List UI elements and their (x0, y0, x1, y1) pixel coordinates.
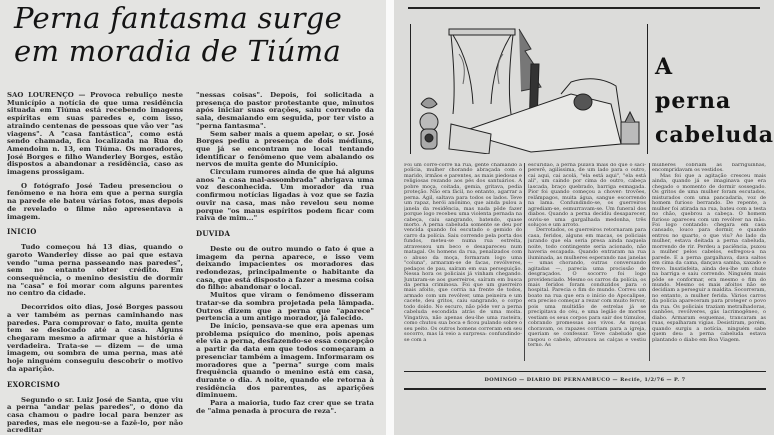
article-column (196, 92, 374, 435)
column-rule (649, 163, 650, 361)
paragraph: SAO LOURENÇO — Provoca rebuliço neste Município a notícia de que uma residência situada em Tiúma está recebendo imagens espíritas em suas paredes e, com isso, atraindo centenas de pessoas que vão ver "as viagens". A "casa fantástica", como está sendo chamada, fica localizada na Rua do Amendoim n. 13, em Tiúma. Os moradores, José Borges e filho Wanderley Borges, estão dispostos a abandonar a residência, caso as imagens prossigam. (7, 92, 183, 177)
article-column (652, 163, 766, 366)
paragraph: Foi um corre-corre na rua, gente chamando a polícia, mulher chorando abraçada com o marido, irmãos e parentes, as mais piedosas e religiosas rezando aos pés dos santuários. A pobre moça, coitada, gemia, gritava, pedia proteção. Não era fácil, no entanto, agarrar a perna. Ágil, saltava para todos os lados. Teve um rapaz, herói anônimo, que ainda pulou a janela da residência, mas nada pôde fazer porque logo recebeu uma violenta pernada na cabeça, caiu sangrando, batendo, quase morto. A perna cabeluda somente se deu por vencida quando foi escutado o gemido do carro da polícia. Saiu correndo pela porta dos fundos, meteu-se numa rua estreita, atravessou um beco e desapareceu num matagal. Os homens da rua, penalizados com o abuso da moça, formaram logo uma "coluna", armaram-se de facas, revólveres, pedaços de pau, saíram em sua perseguição. Nessa hora os policiais já vinham chegando. Juntaram-se aos guerreiros, saíram em busca da perna criminosa. Foi que um guerreiro mais afoito, que corria na frente de todos, armado com um revólver, uma peixeira e um cacete, deu gritos, caiu sangrando, o corpo todo doído. No escuro, não pôde ver a perna cabeluda escondida atrás de uma moita. Vingativa, não apenas deu-lhe uma rasteira, como chutou sua boca e ficou pulando sobre o seu peito. Os outros homens correram em seu socorro, mas lá veio a surpresa: confundindo-se com a (404, 163, 522, 343)
clipping-divider (386, 0, 394, 435)
footer-rule-bottom (404, 388, 766, 390)
paragraph: Deste ou de outro mundo o fato é que a imagem da perna aparece, e isso vem deixando impacientes os moradores das redondezas, principalmente o habitante da casa, que está disposto a fazer a mesma coisa do filho: abandonar o local. (196, 244, 374, 292)
footer-rule-top (404, 371, 766, 372)
paragraph: De início, pensava-se que era apenas um problema psíquico do menino, pois apenas ele via a perna, desfazendo-se essa concepção a partir da data em que todos começaram a presenciar também a imagem. Informaram os moradores que a "perna" surge com mais frequência quando o menino está em casa, durante o dia. A noite, quando ele retorna à residência dos parentes, as aparições diminuem. (196, 321, 374, 400)
paragraph: Para a maioria, tudo faz crer que se trata de "alma penada à procura de reza". (196, 399, 374, 415)
headline-perna-cabeluda (655, 50, 774, 152)
paragraph: Mas foi que a agitação cresceu mais ainda, quando já se imaginava que era chegado o momento de dormir sossegado. Os gritos de uma mulher foram escutados, misturados com uma pancadaria, voz de homem furioso berrando. De repente, a mulher foi atirada na rua, bateu com a testa no chão, quebrou a cabeça. O homem furioso apareceu com um revólver na mão. Foi logo contando: chegara em casa cansado, louco para dormir, e quando entrou no quarto, o que viu? Ao lado da mulher, estava deitada a perna cabeluda, morrendo de rir. Perdeu a paciência, puxou a mulher pelos cabelos, esfregou-a na parede. E a perna gargalhava, dava saltos em cima da cama, dançava samba, xaxado e frevo. Insatisfeita, ainda deu-lhe um chute na barriga e saiu correndo. Ninguém mais pôde se conformar, era mesmo o fim do mundo. Mesmo os mais afoitos não se decidiam a perseguir a maldita. Socorreram, no entanto, a mulher ferida. Vários carros da polícia apareceram para proteger o povo da rua. Os policiais traziam metralhadoras, canhões, revólveres, gás lacrimogêneo, o diabo. Armaram esquemas, trancaram as ruas, espalharam vigias. Desistiram, porém, quando surgiu a notícia, ninguém sabe quem deu: a perna cabeluda estava plantando o diabo em Boa Viagem. (652, 172, 766, 343)
paragraph: O fotógrafo José Tadeu presenciou o fenômeno e na hora em que a perna surgia na parede ele bateu várias fotos, mas depois de revelado o filme não apresentava a imagem. (7, 181, 183, 221)
paragraph: Decorridos oito dias, José Borges passou a ver também as pernas caminhando nas paredes. Para comprovar o fato, muita gente tem se deslocado até a casa. Alguns chegaram mesmo a afirmar que a história é verdadeira. Trata-se — dizem — de uma imagem, ou sombra de uma perna, mas até hoje ninguém conseguiu descobrir o motivo da aparição. (7, 303, 183, 373)
top-rule (408, 7, 760, 9)
paragraph: Segundo o sr. Luiz José de Santa, que viu a perna "andar pelas paredes", o dono da casa chamou o padre local para benzer as paredes, mas ele negou-se a fazê-lo, por não acreditar (7, 395, 183, 435)
article-column (7, 92, 183, 435)
section-heading: INICIO (7, 227, 37, 237)
right-clipping (394, 0, 774, 435)
paragraph: Derrotados, os guerreiros retornaram para casa, feridos, alguns em macas, os policiais jurando que ela seria presa ainda naquela noite, todo contingente seria acionado, não haveria escapada. Quando entraram na rua iluminada, as mulheres esperando nas janelas — umas chorando, outras conversando agitadas —, parecia uma procissão de desgraçados. O socorro foi logo providenciado. Mesmo os carros da polícia, os mais feridos foram conduzidos para o hospital. Parecia o fim do mundo. Correu um boato na rua que era o início do Apocalipse, era preciso começar a rezar com muito fervor, pois uma multidão de estrelas já se precipitava do céu, e uma legião de mortos vestiam os seus corpos para sair dos túmulos, cobrando promessas aos vivos. As moças choravam, os rapazes corriam para a igreja, queriam se confessar. Teve cabeludo que raspou o cabelo, afrouxou as calças e vestiu terno. As (528, 227, 646, 348)
column-rule (524, 163, 525, 361)
headline-line: A (655, 54, 674, 80)
section-heading: DUVIDA (196, 228, 231, 238)
article-column (528, 163, 646, 366)
headline-line: em moradia de Tiúma (14, 34, 342, 68)
headline-line: Perna fantasma surge (14, 1, 343, 35)
article-column (404, 163, 522, 366)
headline-line: perna (655, 88, 732, 114)
paragraph: "nessas coisas". Depois, foi solicitada a presença do pastor protestante que, minutos após iniciar suas orações, saiu correndo da sala, desmaiando em seguida, por ter visto a "perna fantasma". (196, 92, 374, 130)
headline-line: cabeluda (655, 122, 774, 148)
paragraph: Tudo começou há 13 dias, quando o garoto Wanderley disse ao pai que estava vendo "uma perna passeando nas paredes", sem no entanto obter crédito. Em consequência, o menino desistiu de dormir na "casa" e foi morar com alguns parentes no centro da cidade. (7, 243, 183, 298)
paragraph: Circulam rumores ainda de que há alguns anos "a casa mal-assombrada" abrigava uma voz desconhecida. Um morador da rua confirmou notícias ligadas à voz que se fazia ouvir na casa, mas não revelou seu nome porque "os maus espíritos podem ficar com raiva de mim..." (196, 168, 374, 223)
left-clipping (0, 0, 386, 435)
section-heading: EXORCISMO (7, 379, 61, 389)
bedroom-illustration (410, 24, 648, 154)
paragraph: Muitos que viram o fenômeno disseram tratar-se da sombra projetada pela lâmpada. Outros dizem que a perna que "aparece" pertencia a um antigo morador, já falecido. (196, 291, 374, 323)
paragraph: Sem saber mais a quem apelar, o sr. José Borges pediu a presença de dois médiuns, que já se encontram no local tentando identificar o fenômeno que vem abalando os nervos de muita gente do Município. (196, 129, 374, 169)
headline-perna-fantasma (14, 2, 342, 68)
page-footer: DOMINGO — DIARIO DE PERNAMBUCO — Recife, 1/2/76 — P. 7 (484, 377, 686, 383)
paragraph: escuridão, a perna pulava mais do que o saci-pererê, agilíssima, de um lado para o outro, cai aqui, cai acolá, "ela está aqui", "ela está ali", um caindo por cima do outro, cabeça lascada, braço quebrado, barriga esmagada. Pior foi quando começou a chover: trovões, relâmpagos, muita água, sangue escorrendo na lama. Confundindo-se, os guerreiros agrediam-se, esmurravam-se. Um funeral dos diabos. Quando a perna decidiu desaparecer, ouviu-se uma gargalhada medonha, três soluços e um arroto. (528, 163, 646, 228)
paragraph: mulheres cobriam as barriguinhas, encompridavam os vestidos. (652, 163, 766, 174)
